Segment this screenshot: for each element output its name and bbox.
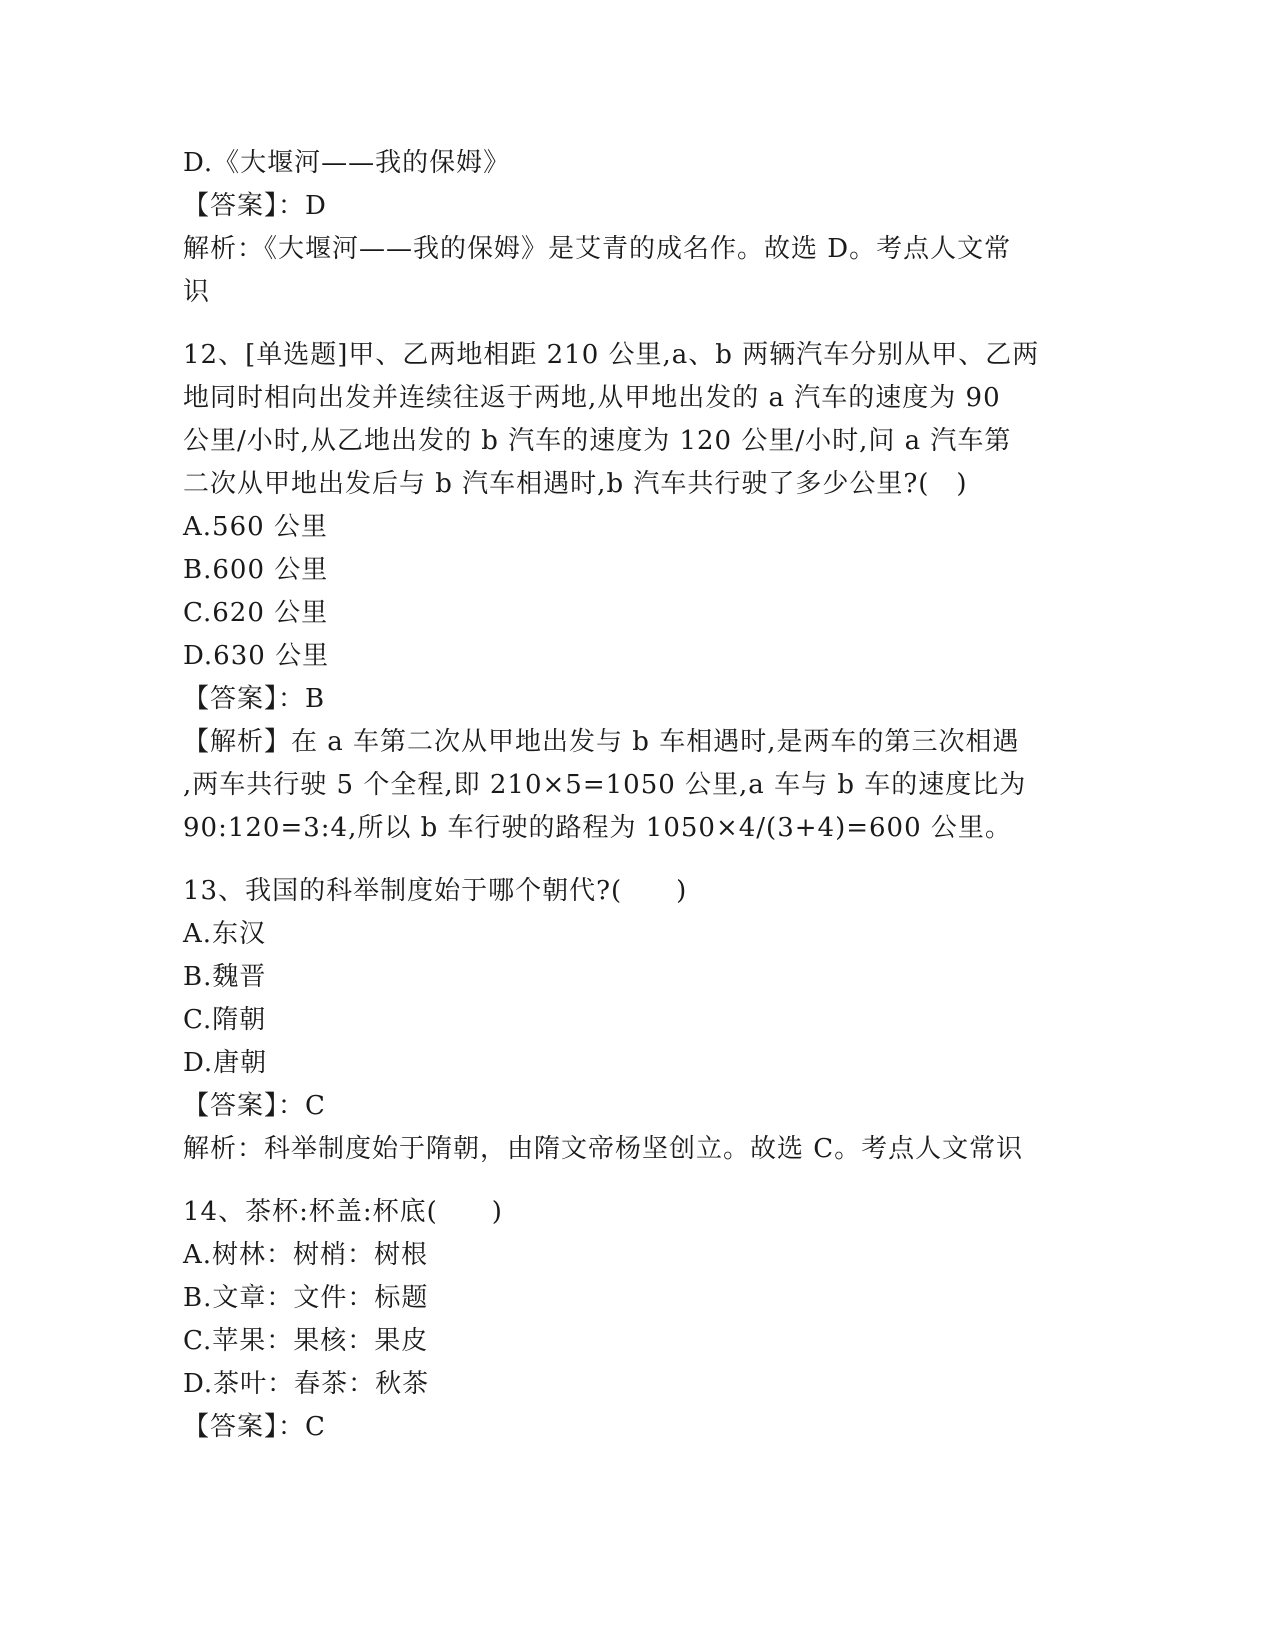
- analysis-line: 解析：科举制度始于隋朝，由隋文帝杨坚创立。故选 C。考点人文常识: [183, 1134, 1024, 1164]
- question-stem-line: 地同时相向出发并连续往返于两地,从甲地出发的 a 汽车的速度为 90: [183, 383, 1001, 413]
- answer: 【答案】：C: [183, 1091, 326, 1121]
- option-d: D.630 公里: [183, 641, 330, 671]
- answer: 【答案】：C: [183, 1412, 326, 1442]
- option-c: C.620 公里: [183, 598, 329, 628]
- analysis-line: ,两车共行驶 5 个全程,即 210×5=1050 公里,a 车与 b 车的速度比为: [183, 770, 1027, 800]
- option-d: D.《大堰河——我的保姆》: [183, 148, 511, 178]
- question-stem-line: 12、[单选题]甲、乙两地相距 210 公里,a、b 两辆汽车分别从甲、乙两: [183, 340, 1040, 370]
- option-d: D.茶叶：春茶：秋茶: [183, 1369, 430, 1399]
- question-stem-line: 公里/小时,从乙地出发的 b 汽车的速度为 120 公里/小时,问 a 汽车第: [183, 426, 1012, 456]
- question-stem-line: 二次从甲地出发后与 b 汽车相遇时,b 汽车共行驶了多少公里?( ): [183, 469, 968, 499]
- answer: 【答案】：B: [183, 684, 326, 714]
- option-a: A.树林：树梢：树根: [183, 1240, 429, 1270]
- option-a: A.东汉: [183, 919, 267, 949]
- document-page: [183, 142, 1083, 1449]
- analysis-line: 90:120=3:4,所以 b 车行驶的路程为 1050×4/(3+4)=600 公里。: [183, 813, 1012, 843]
- option-b: B.魏晋: [183, 962, 267, 992]
- question-12: [183, 334, 1083, 850]
- question-14: [183, 1191, 1083, 1449]
- option-b: B.600 公里: [183, 555, 329, 585]
- question-stem: 13、我国的科举制度始于哪个朝代?( ): [183, 876, 688, 906]
- question-13: [183, 870, 1083, 1171]
- analysis-line: 解析：《大堰河——我的保姆》是艾青的成名作。故选 D。考点人文常: [183, 234, 1012, 264]
- option-a: A.560 公里: [183, 512, 328, 542]
- option-c: C.苹果：果核：果皮: [183, 1326, 429, 1356]
- option-d: D.唐朝: [183, 1048, 268, 1078]
- analysis-line: 识: [183, 277, 211, 307]
- answer: 【答案】：D: [183, 191, 327, 221]
- question-stem: 14、茶杯:杯盖:杯底( ): [183, 1197, 503, 1227]
- analysis-line: 【解析】在 a 车第二次从甲地出发与 b 车相遇时,是两车的第三次相遇: [183, 727, 1020, 757]
- question-11-tail: [183, 142, 1083, 314]
- option-c: C.隋朝: [183, 1005, 267, 1035]
- option-b: B.文章：文件：标题: [183, 1283, 429, 1313]
